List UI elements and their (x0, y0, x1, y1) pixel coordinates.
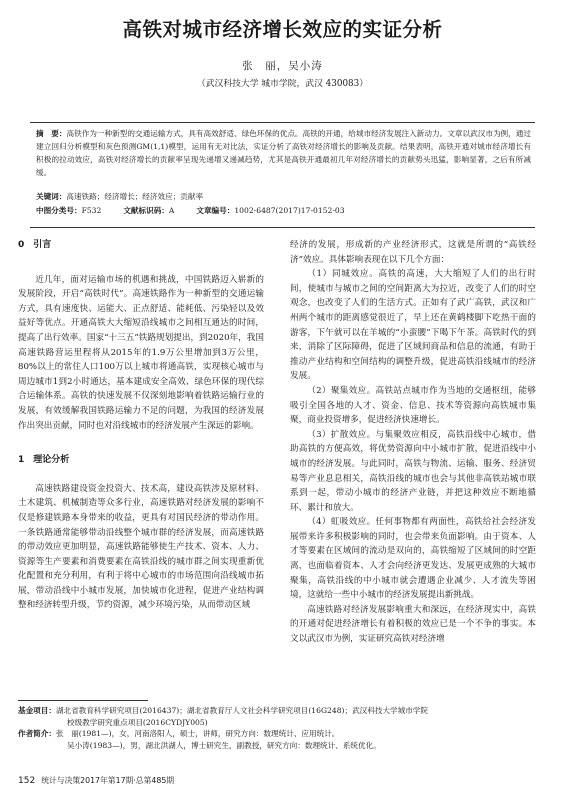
page-footer (18, 775, 174, 786)
right-paragraph-conclusion: 高速铁路对经济发展影响重大和深远，在经济现实中，高铁的开通对促进经济增长有着积极的效应已是一个不争的事实。本文以武汉市为例，实证研究高铁对经济增 (290, 604, 536, 645)
keywords-line (36, 191, 531, 203)
section-1-heading: 1 理论分析 (18, 455, 70, 466)
article-number-value: 1002-6487(2017)17-0152-03 (234, 206, 345, 215)
keywords-label: 关键词： (36, 192, 67, 201)
doc-code-value: A (168, 206, 175, 215)
fund-text-1: 湖北省教育科学研究项目(2016437)；湖北省教育厅人文社会科学研究项目(16G248)；武汉科技大学城市学院 (55, 706, 429, 715)
right-paragraph-agglomeration-effect: （2）聚集效应。高铁站点城市作为当地的交通枢纽，能够吸引全国各地的人才、资金、信息、技术等资源向高铁城市集聚，商业投资增多，促进经济快速增长。 (290, 385, 536, 426)
page-number: 152 (18, 776, 36, 786)
class-value: F532 (81, 206, 102, 215)
article-number-label: 文章编号： (196, 206, 235, 215)
author-bio-line-1 (18, 728, 548, 740)
fund-label: 基金项目： (18, 706, 56, 715)
left-column (18, 238, 264, 613)
abstract-body: 高铁作为一种新型的交通运输方式，具有高效舒适、绿色环保的优点。高铁的开通，给城市经济发展注入新动力。文章以武汉市为例，通过建立回归分析模型和灰色预测GM(1,1)模型，运用有无对比法，实证分析了高铁对经济增长的影响及贡献。结果表明，高铁开通对城市经济增长有积极的拉动效应，高铁对经济增长的贡献率呈现先递增又递减趋势，尤其是高铁开通最初几年对经济增长的贡献势头迅猛，影响显著，之后有所减缓。 (36, 129, 531, 177)
section-0-heading: 0 引言 (18, 240, 52, 250)
class-label: 中图分类号： (36, 206, 82, 215)
section-1-paragraph: 高速铁路建设资金投资大、技术高，建设高铁涉及原材料、土木建筑、机械制造等众多行业，高速铁路对经济发展的影响不仅是修建铁路本身带来的收益，更具有对国民经济的带动作用。一条铁路通常能够带动沿线整个城市群的经济发展，而高速铁路的带动效应更加明显，高速铁路能够使生产技术、资本、人力、资源等生产要素和消费要素在高铁沿线的城市群之间实现重新优化配置和充分利用，有利于将中心城市的市场范围向沿线城市拓展，带动沿线中小城市发展，加快城市化进程，促进产业结构调整和经济转型升级，节约资源，减少环境污染，从而带动区域 (18, 483, 264, 611)
abstract-label: 摘 要： (36, 129, 67, 138)
right-paragraph-same-city-effect: （1）同城效应。高铁的高速，大大缩短了人们的出行时间，使城市与城市之间的空间距离大为拉近，改变了人们的时空观念，也改变了人们的生活方式。正如有了武广高铁，武汉和广州两个城市的距离感觉很近了，早上还在黄鹤楼脚下吃热干面的游客，下午就可以在羊城的“小蛮腰”下喝下午茶。高铁时代的到来，消除了区际障碍，促进了区域间商品和信息的流通，有助于推动产业结构和空间结构的调整升级，促进高铁沿线城市的经济发展。 (290, 269, 536, 382)
footnote-divider (18, 700, 148, 701)
author-names: 张 丽，吴小涛 (242, 60, 323, 72)
footnotes (18, 705, 548, 751)
fund-line-1 (18, 705, 548, 717)
author-affiliation: （武汉科技大学 城市学院，武汉 430083） (196, 79, 369, 89)
right-column (290, 238, 536, 647)
right-paragraph-diffusion-effect: （3）扩散效应。与集聚效应相反，高铁沿线中心城市，借助高铁的方便高效，将优势资源向中小城市扩散，促进沿线中小城市的经济发展。与此同时，高铁与物流、运输、服务、经济贸易等产业息息相关，高铁沿线的城市也会与其他非高铁站城市联系到一起，带动小城市的经济产业链，并把这种效应不断地循环、累计和放大。 (290, 429, 536, 513)
journal-issue: 统计与决策2017年第17期·总第485期 (41, 776, 175, 785)
classification-line (36, 205, 531, 217)
author-bio-text-1: 张 丽(1981—)，女，河南洛阳人，硕士，讲师，研究方向：数理统计、应用统计。 (55, 729, 340, 738)
right-paragraph-siphon-effect: （4）虹吸效应。任何事物都有两面性，高铁给社会经济发展带来许多积极影响的同时，也会带来负面影响。由于资本、人才等要素在区域间的流动是双向的，高铁缩短了区域间的时空距离，也面临着资本、人才会向经济更发达、发展更成熟的大城市聚集，高铁沿线的中小城市就会遭遇企业减少、人才流失等困境，这就给一些中小城市的经济发展提出新挑战。 (290, 517, 536, 601)
abstract-box (30, 122, 535, 228)
paper-title: 高铁对城市经济增长效应的实证分析 (122, 18, 443, 41)
author-bio-line-2: 吴小涛(1983—)，男，湖北洪湖人，博士研究生，副教授，研究方向：数理统计、系统优化。 (67, 740, 381, 750)
section-0-paragraph: 近几年，面对运输市场的机遇和挑战，中国铁路迈入崭新的发展阶段，开启“高铁时代”。高速铁路作为一种新型的交通运输方式，具有速度快、运能大、正点舒适、能耗低、污染轻以及效益好等优点。开通高铁大大缩短沿线城市之间相互通达的时间，提高了出行效率。国家“十三五”铁路规划提出，到2020年，我国高速铁路营运里程将从2015年的1.9万公里增加到3万公里，80%以上的常住人口100万以上城市将通高铁，实现核心城市与周边城市1到2小时通达，基本建成安全高效、绿色环保的现代综合运输体系。高铁的快速发展不仅深刻地影响着铁路运输行业的发展，有效缓解我国铁路运输力不足的问题，为我国的经济发展作出突出贡献，同时也对沿线城市的经济发展产生深远的影响。 (18, 274, 264, 431)
doc-code-label: 文献标识码： (123, 206, 169, 215)
right-paragraph-intro: 经济的发展，形成新的产业经济形式，这就是所谓的“高铁经济”效应。具体影响表现在以下几个方面： (290, 240, 536, 265)
keywords-value: 高速铁路；经济增长；经济效应；贡献率 (66, 192, 204, 201)
abstract-text (36, 127, 531, 179)
fund-line-2: 校级教学研究重点项目(2016CYDJY005) (67, 717, 208, 727)
author-bio-label: 作者简介： (18, 729, 56, 738)
